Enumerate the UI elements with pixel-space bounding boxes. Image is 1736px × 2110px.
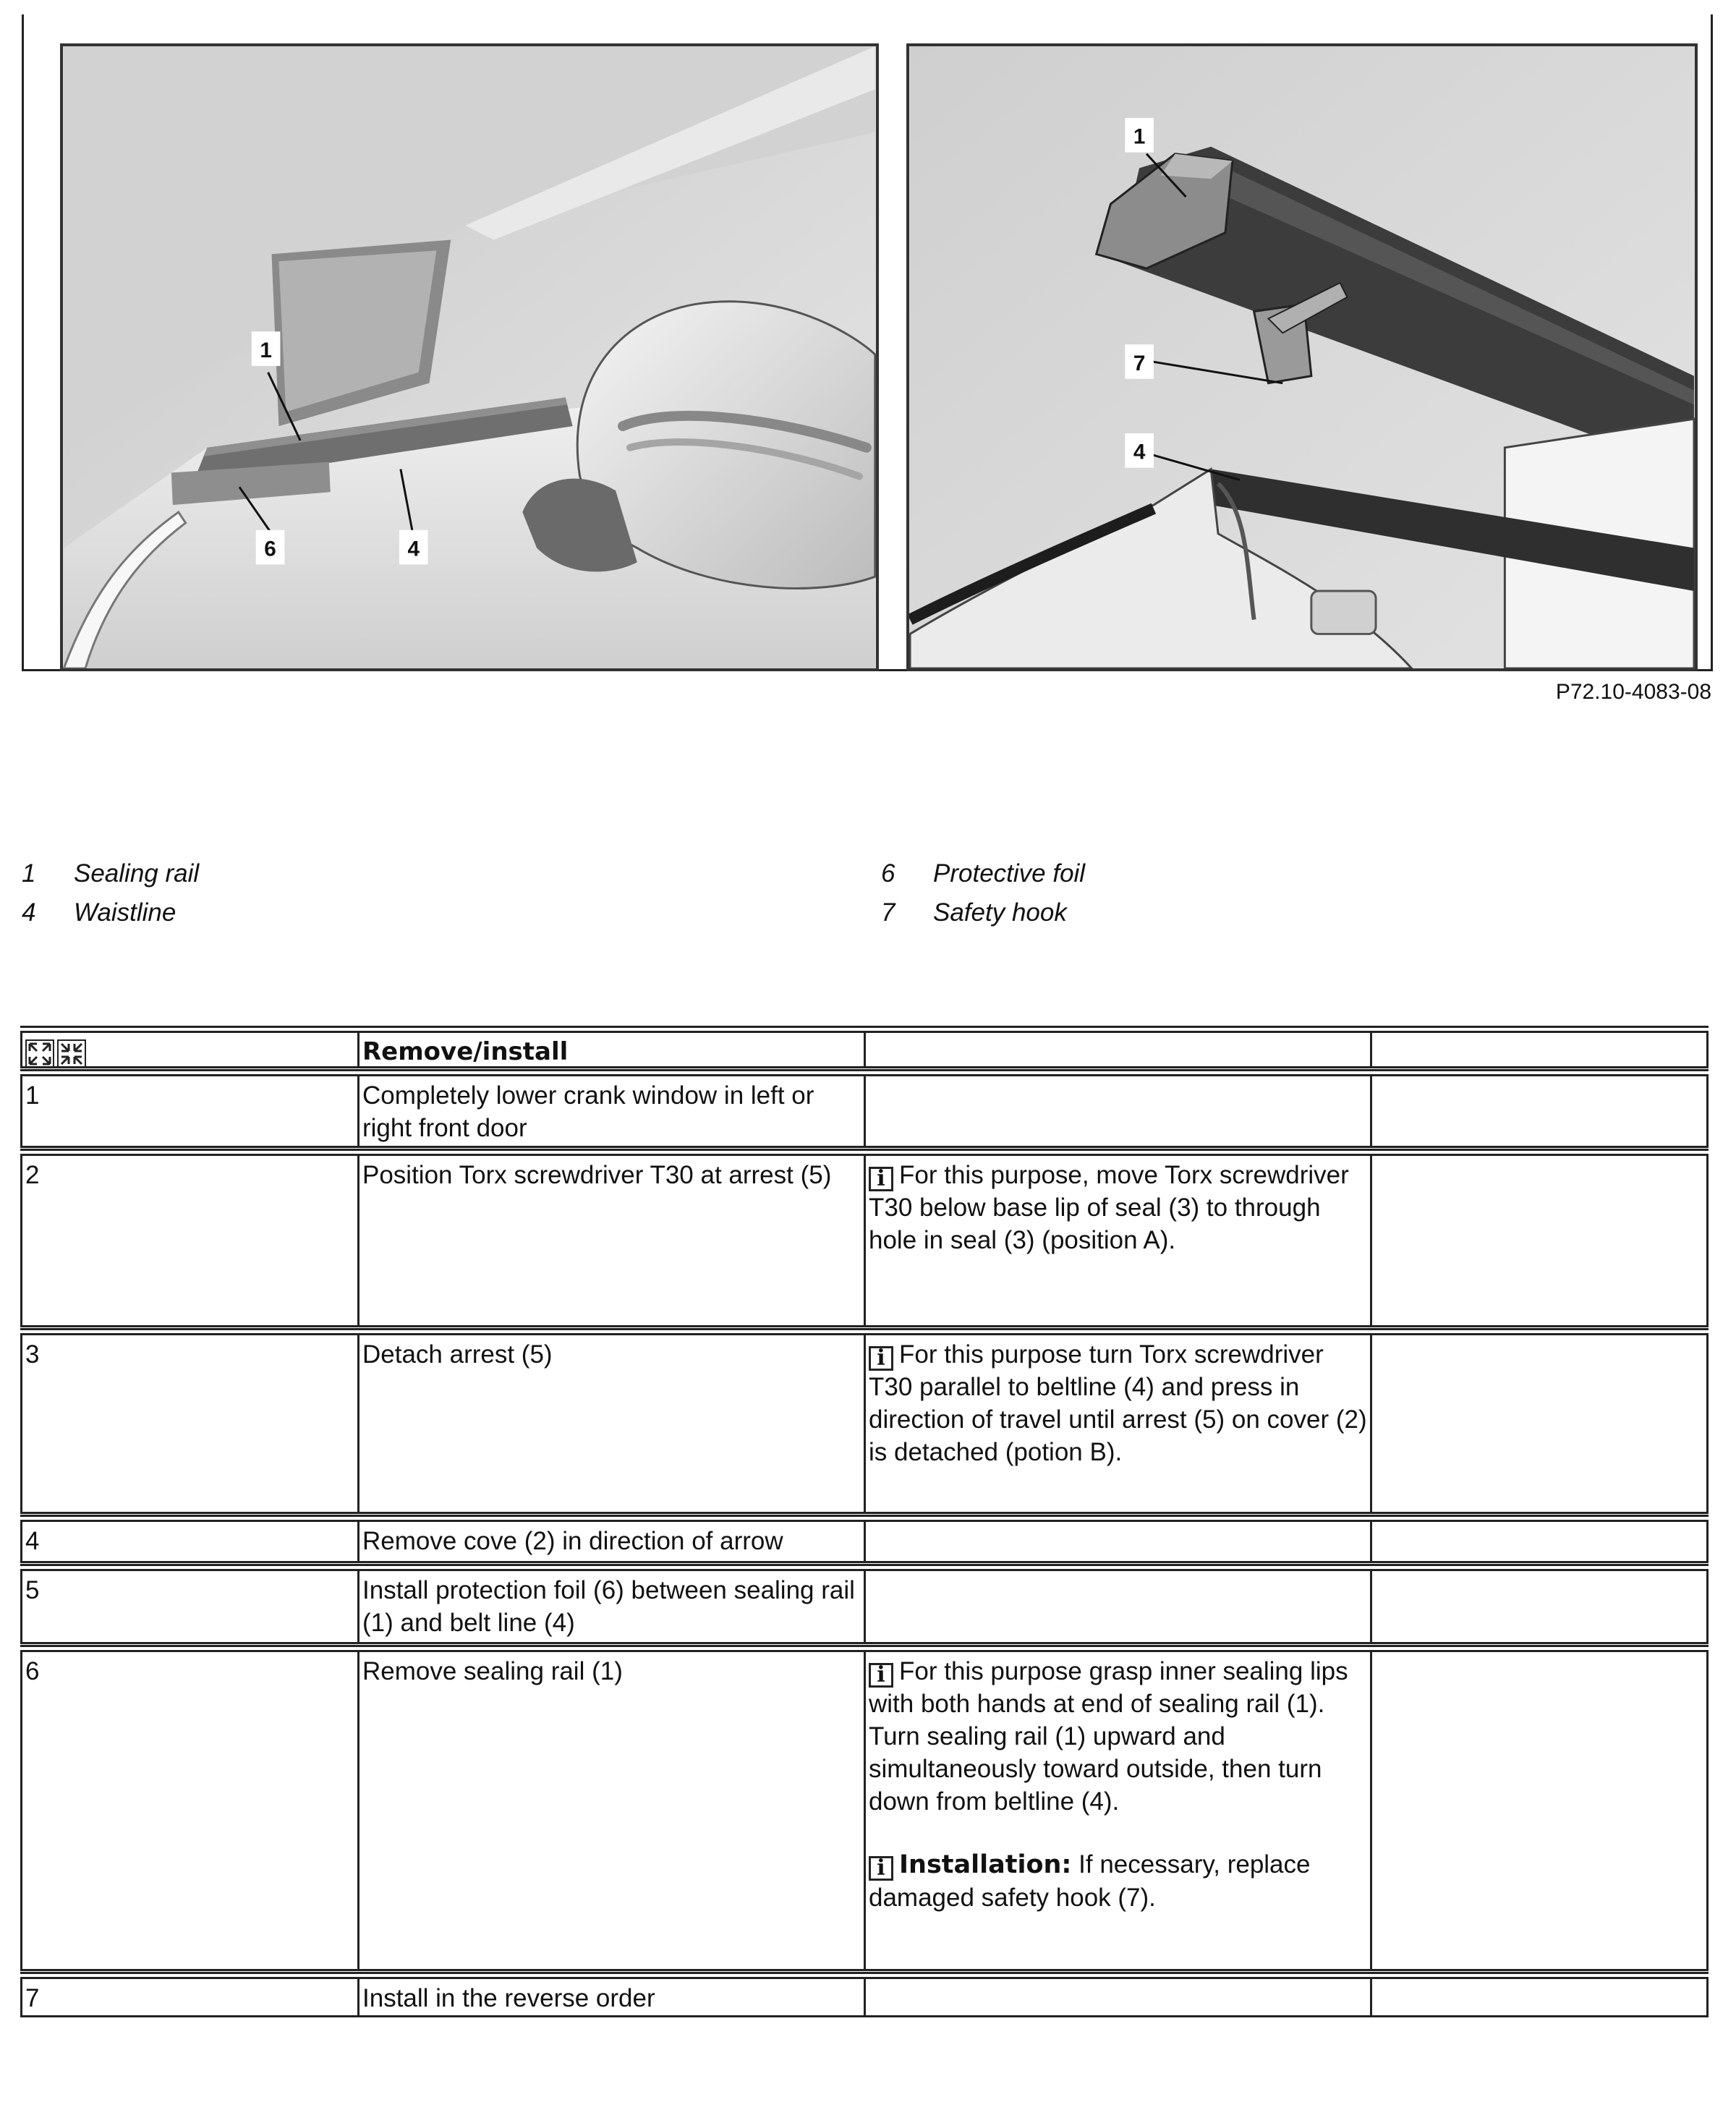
note-text: For this purpose turn Torx screwdriver T30 parallel to beltline (4) and press in direction of travel until arrest (5) on cover (2) is detached (potion B). bbox=[869, 1340, 1367, 1466]
step-number: 6 bbox=[22, 1652, 359, 1969]
note-text: If necessary, replace damaged safety hook (7). bbox=[869, 1850, 1311, 1912]
info-icon: i bbox=[869, 1167, 893, 1191]
table-row bbox=[20, 1520, 1709, 1563]
step-extra bbox=[1372, 1076, 1706, 1146]
right-callout-1: 1 bbox=[1133, 124, 1146, 149]
step-extra bbox=[1372, 1156, 1706, 1325]
collapse-icon[interactable] bbox=[57, 1039, 86, 1068]
step-number: 4 bbox=[22, 1522, 359, 1561]
table-row bbox=[20, 1333, 1709, 1514]
left-callout-6: 6 bbox=[264, 537, 276, 561]
door-mirror-illustration bbox=[63, 46, 876, 668]
legend-text: Safety hook bbox=[933, 898, 1067, 927]
note-text: For this purpose grasp inner sealing lips with both hands at end of sealing rail (1). Turn sealing rail (1) upward and simultaneously toward outside, then turn down from beltline (4). bbox=[869, 1657, 1348, 1816]
step-extra bbox=[1372, 1522, 1706, 1561]
info-icon: i bbox=[869, 1856, 893, 1881]
sealing-rail-illustration bbox=[909, 46, 1695, 668]
legend-text: Sealing rail bbox=[74, 859, 200, 888]
legend-number: 4 bbox=[22, 898, 36, 927]
legend-number: 7 bbox=[881, 898, 895, 927]
step-action: Install protection foil (6) between sealing rail (1) and belt line (4) bbox=[359, 1571, 866, 1642]
step-extra bbox=[1372, 1979, 1706, 2015]
info-icon: i bbox=[869, 1663, 893, 1688]
figure-panel-right bbox=[906, 43, 1698, 671]
right-callout-4: 4 bbox=[1133, 440, 1146, 464]
step-notes bbox=[866, 1979, 1372, 2015]
note-text: For this purpose, move Torx screwdriver T30 below base lip of seal (3) to through hole in seal (3) (position A). bbox=[869, 1161, 1349, 1254]
step-extra bbox=[1372, 1652, 1706, 1969]
figure-frame bbox=[22, 14, 1713, 671]
step-number: 5 bbox=[22, 1571, 359, 1642]
expand-icon[interactable] bbox=[25, 1039, 54, 1068]
step-extra bbox=[1372, 1571, 1706, 1642]
table-row bbox=[20, 1074, 1709, 1148]
step-action: Detach arrest (5) bbox=[359, 1335, 866, 1512]
info-note bbox=[869, 1338, 1367, 1468]
step-action: Remove cove (2) in direction of arrow bbox=[359, 1522, 866, 1561]
legend-number: 6 bbox=[881, 859, 895, 888]
note-label: Installation: bbox=[899, 1850, 1072, 1879]
table-row bbox=[20, 1569, 1709, 1644]
legend-text: Waistline bbox=[74, 898, 176, 927]
figure-panel-left bbox=[60, 43, 879, 671]
step-action: Install in the reverse order bbox=[359, 1979, 866, 2015]
table-row bbox=[20, 1977, 1709, 2017]
step-extra bbox=[1372, 1335, 1706, 1512]
step-notes bbox=[866, 1571, 1372, 1642]
table-row bbox=[20, 1650, 1709, 1971]
header-extra-cell bbox=[1372, 1033, 1706, 1066]
step-number: 2 bbox=[22, 1156, 359, 1325]
legend-number: 1 bbox=[22, 859, 36, 888]
step-action: Position Torx screwdriver T30 at arrest (5) bbox=[359, 1156, 866, 1325]
step-notes bbox=[866, 1652, 1372, 1969]
info-note bbox=[869, 1848, 1367, 1914]
procedure-table bbox=[20, 1031, 1709, 2017]
table-header-row bbox=[20, 1031, 1709, 1068]
info-icon: i bbox=[869, 1346, 893, 1371]
step-action: Completely lower crank window in left or right front door bbox=[359, 1076, 866, 1146]
info-note bbox=[869, 1655, 1367, 1818]
step-notes bbox=[866, 1335, 1372, 1512]
left-callout-4: 4 bbox=[407, 537, 420, 561]
step-number: 1 bbox=[22, 1076, 359, 1146]
right-callout-7: 7 bbox=[1133, 351, 1146, 375]
figure-id: P72.10-4083-08 bbox=[1555, 680, 1711, 704]
step-notes bbox=[866, 1156, 1372, 1325]
header-title: Remove/install bbox=[359, 1033, 866, 1066]
step-number: 3 bbox=[22, 1335, 359, 1512]
header-notes-cell bbox=[866, 1033, 1372, 1066]
header-icons bbox=[22, 1033, 359, 1066]
step-notes bbox=[866, 1076, 1372, 1146]
legend-text: Protective foil bbox=[933, 859, 1086, 888]
table-row bbox=[20, 1154, 1709, 1327]
step-notes bbox=[866, 1522, 1372, 1561]
info-note bbox=[869, 1159, 1367, 1256]
step-number: 7 bbox=[22, 1979, 359, 2015]
step-action: Remove sealing rail (1) bbox=[359, 1652, 866, 1969]
left-callout-1: 1 bbox=[260, 339, 272, 362]
